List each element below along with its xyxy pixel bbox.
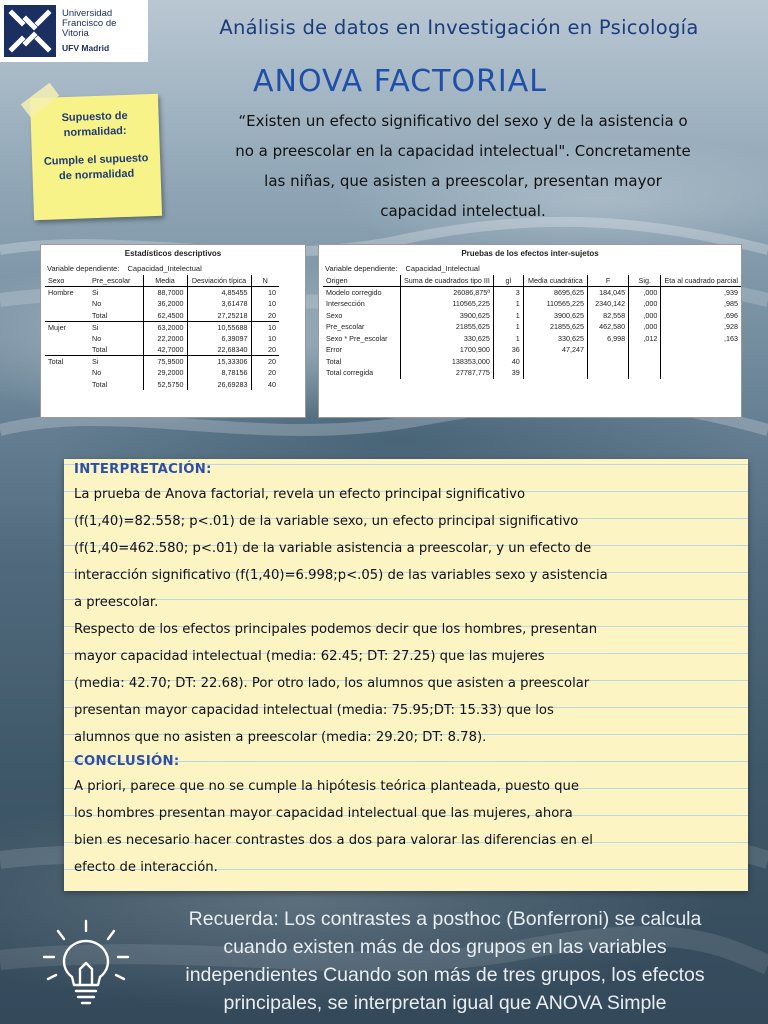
hypothesis-quote [178, 106, 748, 226]
hypothesis-line-2: no a preescolar en la capacidad intelectual". Concretamente [235, 142, 691, 160]
table-cell: 21855,625 [523, 321, 587, 333]
hypothesis-line-1: “Existen un efecto significativo del sexo y de la asistencia o [238, 112, 688, 130]
interpretation-text [74, 481, 738, 751]
table-cell: 82,558 [588, 310, 629, 322]
table-cell [661, 367, 741, 379]
table-row [45, 298, 279, 310]
table-cell [45, 310, 89, 322]
logo-line-4: UFV Madrid [62, 42, 110, 53]
effects-table [323, 275, 741, 379]
university-logo-icon [4, 5, 56, 57]
table-cell: 63,2000 [143, 321, 187, 333]
university-name [62, 9, 116, 53]
table-row [45, 287, 279, 299]
table-cell: Total [323, 356, 401, 368]
col-header: N [251, 275, 279, 287]
table-cell [588, 367, 629, 379]
col-header: Media [143, 275, 187, 287]
interpretation-heading: INTERPRETACIÓN: [74, 462, 212, 477]
table-cell [45, 344, 89, 356]
table-cell [523, 367, 587, 379]
table-cell: Sexo [323, 310, 401, 322]
conclusion-text [74, 773, 738, 881]
table-cell: Pre_escolar [323, 321, 401, 333]
table-cell: 36 [493, 344, 523, 356]
table-cell: ,696 [724, 310, 738, 320]
text-line: interacción significativo (f(1,40)=6.998;p<.05) de las variables sexo y asistencia [74, 568, 608, 583]
table-cell: Hombre [48, 288, 74, 297]
table-cell: Si [89, 356, 143, 368]
col-header: Pre_escolar [89, 275, 143, 287]
text-line: a preescolar. [74, 595, 159, 610]
hypothesis-line-4: capacidad intelectual. [380, 202, 546, 220]
table-cell: Intersección [323, 298, 401, 310]
table-cell: 1 [493, 298, 523, 310]
table-row [323, 333, 741, 345]
table-cell: Si [89, 287, 143, 299]
table-row [323, 298, 741, 310]
table-cell: 15,33306 [187, 356, 251, 368]
table-cell: 10 [268, 288, 276, 297]
reminder-line-3: independientes Cuando son más de tres grupos, los efectos [185, 964, 705, 986]
table-cell: ,000 [629, 287, 661, 299]
table-cell: 26,69283 [187, 379, 251, 391]
table-cell: 1 [493, 310, 523, 322]
descriptives-title: Estadísticos descriptivos [124, 249, 222, 258]
text-line: alumnos que no asisten a preescolar (media: 29.20; DT: 8.78). [74, 730, 487, 745]
table-row [45, 310, 279, 322]
col-header: Desviación típica [187, 275, 251, 287]
col-header: Origen [323, 275, 401, 287]
table-cell: 110565,225 [401, 298, 494, 310]
text-line: (f(1,40=462.580; p<.01) de la variable asistencia a preescolar, y un efecto de [74, 541, 592, 556]
table-cell: 1700,900 [401, 344, 494, 356]
sticky-note [30, 94, 162, 220]
table-cell [45, 298, 89, 310]
table-cell [588, 356, 629, 368]
table-cell: 20 [268, 310, 276, 320]
col-header: Eta al cuadrado parcial [661, 275, 741, 287]
table-row [45, 379, 279, 391]
table-cell: 22,68340 [187, 344, 251, 356]
text-line: Respecto de los efectos principales podemos decir que los hombres, presentan [74, 622, 598, 637]
reminder-note [150, 905, 740, 1017]
table-cell [629, 356, 661, 368]
table-cell: 8,78156 [187, 367, 251, 379]
table-cell: 3900,625 [523, 310, 587, 322]
table-cell: 39 [493, 367, 523, 379]
effects-title: Pruebas de los efectos inter-sujetos [461, 249, 599, 258]
table-cell: 1 [493, 333, 523, 345]
table-cell: 40 [268, 379, 276, 389]
hypothesis-line-3: las niñas, que asisten a preescolar, presentan mayor [264, 172, 662, 190]
lightbulb-icon [38, 917, 134, 1013]
table-cell: Modelo corregido [323, 287, 401, 299]
table-cell: 3900,625 [401, 310, 494, 322]
table-cell: ,000 [629, 298, 661, 310]
sticky-note-value: Cumple el supuesto de normalidad [43, 151, 149, 183]
descriptives-dependent [47, 264, 305, 273]
table-cell [45, 333, 89, 345]
table-cell: 26086,875ª [401, 287, 494, 299]
table-cell: 184,045 [588, 287, 629, 299]
dependent-value: Capacidad_Intelectual [127, 264, 202, 273]
table-cell: ,163 [724, 333, 738, 343]
table-cell: 52,5750 [143, 379, 187, 391]
table-cell: No [89, 333, 143, 345]
table-row [45, 321, 279, 333]
table-cell [45, 379, 89, 391]
table-cell: Si [89, 321, 143, 333]
table-row [323, 356, 741, 368]
table-cell: ,000 [629, 321, 661, 333]
table-row [323, 344, 741, 356]
table-row [323, 367, 741, 379]
table-cell [661, 356, 741, 368]
table-cell: Total [89, 379, 143, 391]
table-row [323, 321, 741, 333]
table-cell: 47,247 [523, 344, 587, 356]
table-cell [661, 344, 741, 356]
table-cell: 10,55688 [187, 321, 251, 333]
table-row [45, 367, 279, 379]
text-line: A priori, parece que no se cumple la hipótesis teórica planteada, puesto que [74, 779, 579, 794]
reminder-line-4: principales, se interpretan igual que ANOVA Simple [223, 992, 667, 1014]
table-cell [523, 356, 587, 368]
logo-line-3: Vitoria [62, 28, 89, 40]
text-line: (media: 42.70; DT: 22.68). Por otro lado, los alumnos que asisten a preescolar [74, 676, 590, 691]
table-cell: 88,7000 [143, 287, 187, 299]
reminder-line-1: Recuerda: Los contrastes a posthoc (Bonferroni) se calcula [188, 908, 702, 930]
table-cell: Total corregida [323, 367, 401, 379]
sticky-note-label: Supuesto de normalidad: [61, 109, 128, 140]
table-row [45, 356, 279, 368]
text-line: (f(1,40)=82.558; p<.01) de la variable sexo, un efecto principal significativo [74, 514, 579, 529]
table-cell: 40 [493, 356, 523, 368]
table-cell: 462,580 [588, 321, 629, 333]
table-cell: Total [45, 356, 89, 368]
table-cell: 29,2000 [143, 367, 187, 379]
text-line: efecto de interacción. [74, 860, 218, 875]
table-cell: 1 [493, 321, 523, 333]
col-header: Suma de cuadrados tipo III [401, 275, 494, 287]
table-cell: 3 [493, 287, 523, 299]
dependent-label: Variable dependiente: [325, 264, 398, 273]
table-cell: 3,61478 [187, 298, 251, 310]
logo-line-1: Universidad [62, 8, 113, 20]
dependent-value: Capacidad_Intelectual [405, 264, 480, 273]
effects-dependent [325, 264, 741, 273]
reminder-line-2: cuando existen más de dos grupos en las variables [223, 936, 667, 958]
table-cell: 62,4500 [143, 310, 187, 322]
table-cell: 10 [251, 321, 279, 333]
table-cell: 138353,000 [401, 356, 494, 368]
text-line: presentan mayor capacidad intelectual (media: 75.95;DT: 15.33) que los [74, 703, 554, 718]
table-cell: 6,39097 [187, 333, 251, 345]
table-cell: 2340,142 [588, 298, 629, 310]
table-row [323, 287, 741, 299]
table-cell: 42,7000 [143, 344, 187, 356]
table-cell: 22,2000 [143, 333, 187, 345]
university-logo [0, 0, 148, 62]
table-cell: Mujer [45, 321, 89, 333]
table-cell: Sexo * Pre_escolar [323, 333, 401, 345]
table-cell: ,928 [724, 322, 738, 332]
table-cell: 6,998 [588, 333, 629, 345]
table-row [45, 333, 279, 345]
table-cell: 330,625 [523, 333, 587, 345]
table-cell: 4,85455 [187, 287, 251, 299]
table-cell: 330,625 [401, 333, 494, 345]
table-cell [629, 344, 661, 356]
table-cell: 21855,625 [401, 321, 494, 333]
table-cell: ,939 [724, 288, 738, 297]
table-cell: No [89, 367, 143, 379]
table-cell: 36,2000 [143, 298, 187, 310]
col-header: Sig. [629, 275, 661, 287]
table-cell: 20 [268, 368, 276, 378]
conclusion-heading: CONCLUSIÓN: [74, 754, 180, 769]
text-line: los hombres presentan mayor capacidad intelectual que las mujeres, ahora [74, 806, 573, 821]
table-cell: 10 [268, 299, 276, 309]
logo-line-2: Francisco de [62, 18, 117, 30]
descriptives-table-panel [40, 244, 306, 418]
col-header: Sexo [45, 275, 89, 287]
table-cell: ,985 [724, 299, 738, 309]
table-cell [588, 344, 629, 356]
table-cell: 110565,225 [523, 298, 587, 310]
descriptives-table [45, 275, 279, 390]
table-cell: Total [89, 344, 143, 356]
table-cell: 8695,625 [523, 287, 587, 299]
table-cell [629, 367, 661, 379]
table-cell: No [89, 298, 143, 310]
course-title: Análisis de datos en Investigación en Psicología [219, 16, 699, 39]
table-cell [45, 367, 89, 379]
table-row [323, 310, 741, 322]
table-cell: 20 [251, 356, 279, 368]
table-cell: 27,25218 [187, 310, 251, 322]
table-cell: 27787,775 [401, 367, 494, 379]
table-cell: ,012 [629, 333, 661, 345]
text-line: mayor capacidad intelectual (media: 62.45; DT: 27.25) que las mujeres [74, 649, 545, 664]
table-cell: 75,9500 [143, 356, 187, 368]
col-header: gl [493, 275, 523, 287]
effects-table-panel [318, 244, 742, 418]
table-row [45, 344, 279, 356]
page-title: ANOVA FACTORIAL [252, 64, 548, 99]
table-cell: 20 [268, 345, 276, 354]
text-line: bien es necesario hacer contrastes dos a dos para valorar las diferencias en el [74, 833, 593, 848]
col-header: Media cuadrática [523, 275, 587, 287]
col-header: F [588, 275, 629, 287]
table-cell: Total [89, 310, 143, 322]
table-cell: ,000 [629, 310, 661, 322]
table-cell: Error [323, 344, 401, 356]
table-cell: 10 [268, 333, 276, 343]
text-line: La prueba de Anova factorial, revela un efecto principal significativo [74, 487, 526, 502]
interpretation-notebook [64, 459, 748, 891]
dependent-label: Variable dependiente: [47, 264, 120, 273]
